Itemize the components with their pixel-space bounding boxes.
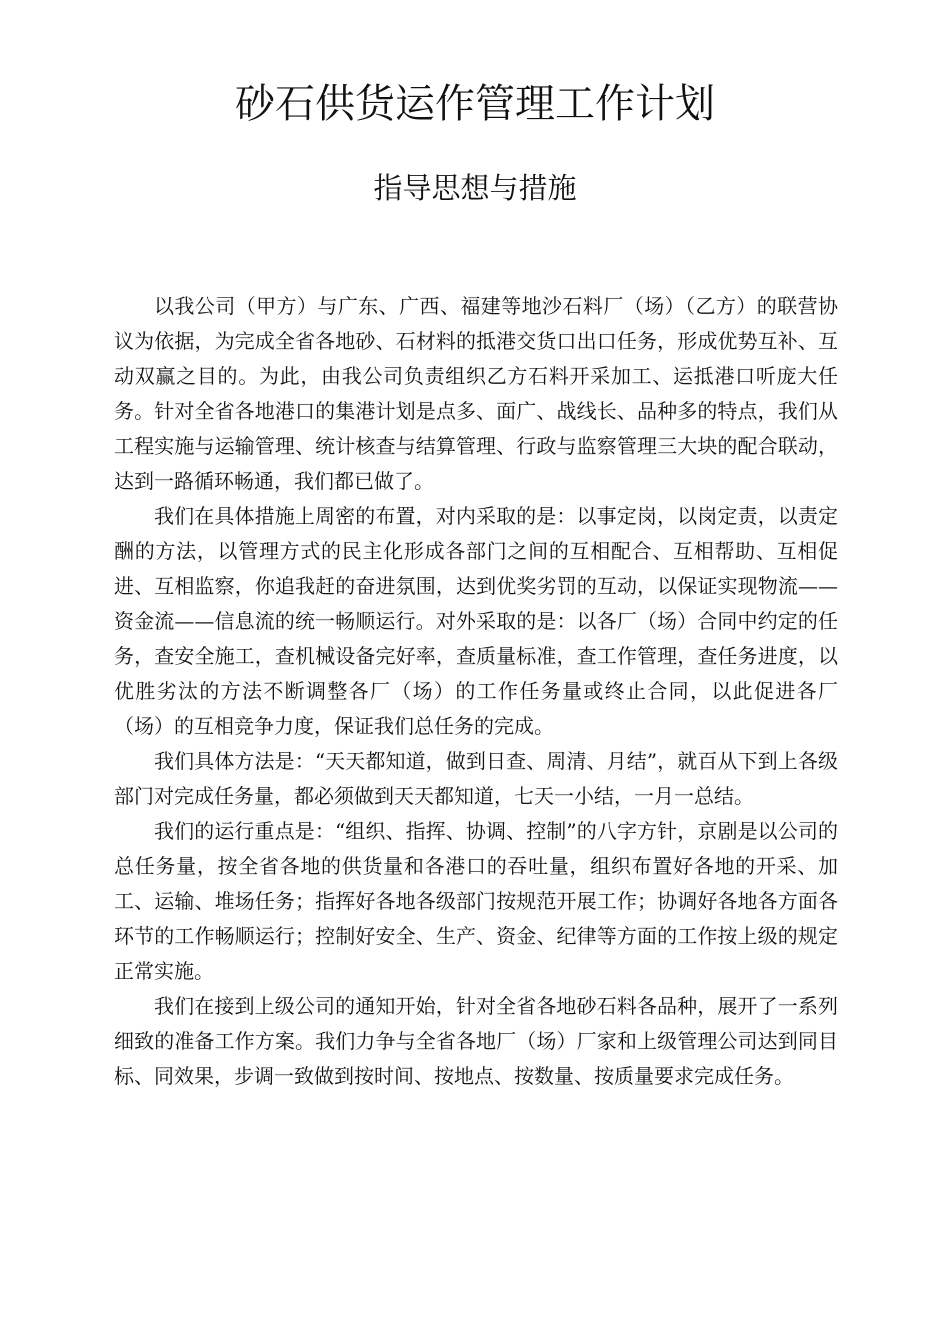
- document-subtitle: 指导思想与措施: [373, 171, 577, 205]
- paragraph-4: 我们的运行重点是：“组织、指挥、协调、控制”的八字方针，京剧是以公司的总任务量，按全省各地的供货量和各港口的吞吐量，组织布置好各地的开采、加工、运输、堆场任务；指挥好各地各级部门按规范开展工作；协调好各地各方面各环节的工作畅顺运行；控制好安全、生产、资金、纪律等方面的工作按上级的规定正常实施。: [114, 819, 838, 983]
- document-body: [114, 289, 838, 1094]
- paragraph-3: 我们具体方法是：“天天都知道，做到日查、周清、月结”，就百从下到上各级部门对完成任务量，都必须做到天天都知道，七天一小结，一月一总结。: [114, 749, 838, 808]
- paragraph-5: 我们在接到上级公司的通知开始，针对全省各地砂石料各品种，展开了一系列细致的准备工作方案。我们力争与全省各地厂（场）厂家和上级管理公司达到同目标、同效果，步调一致做到按时间、按地点、按数量、按质量要求完成任务。: [114, 994, 838, 1088]
- paragraph-1: 以我公司（甲方）与广东、广西、福建等地沙石料厂（场）（乙方）的联营协议为依据，为完成全省各地砂、石材料的抵港交货口出口任务，形成优势互补、互动双赢之目的。为此，由我公司负责组织乙方石料开采加工、运抵港口听庞大任务。针对全省各地港口的集港计划是点多、面广、战线长、品种多的特点，我们从工程实施与运输管理、统计核查与结算管理、行政与监察管理三大块的配合联动，达到一路循环畅通，我们都已做了。: [114, 294, 838, 493]
- document-title: 砂石供货运作管理工作计划: [235, 81, 715, 127]
- paragraph-2: 我们在具体措施上周密的布置，对内采取的是：以事定岗，以岗定责，以责定酬的方法，以管理方式的民主化形成各部门之间的互相配合、互相帮助、互相促进、互相监察，你追我赶的奋进氛围，达到优奖劣罚的互动，以保证实现物流——资金流——信息流的统一畅顺运行。对外采取的是：以各厂（场）合同中约定的任务，查安全施工，查机械设备完好率，查质量标准，查工作管理，查任务进度，以优胜劣汰的方法不断调整各厂（场）的工作任务量或终止合同，以此促进各厂（场）的互相竞争力度，保证我们总任务的完成。: [114, 504, 838, 738]
